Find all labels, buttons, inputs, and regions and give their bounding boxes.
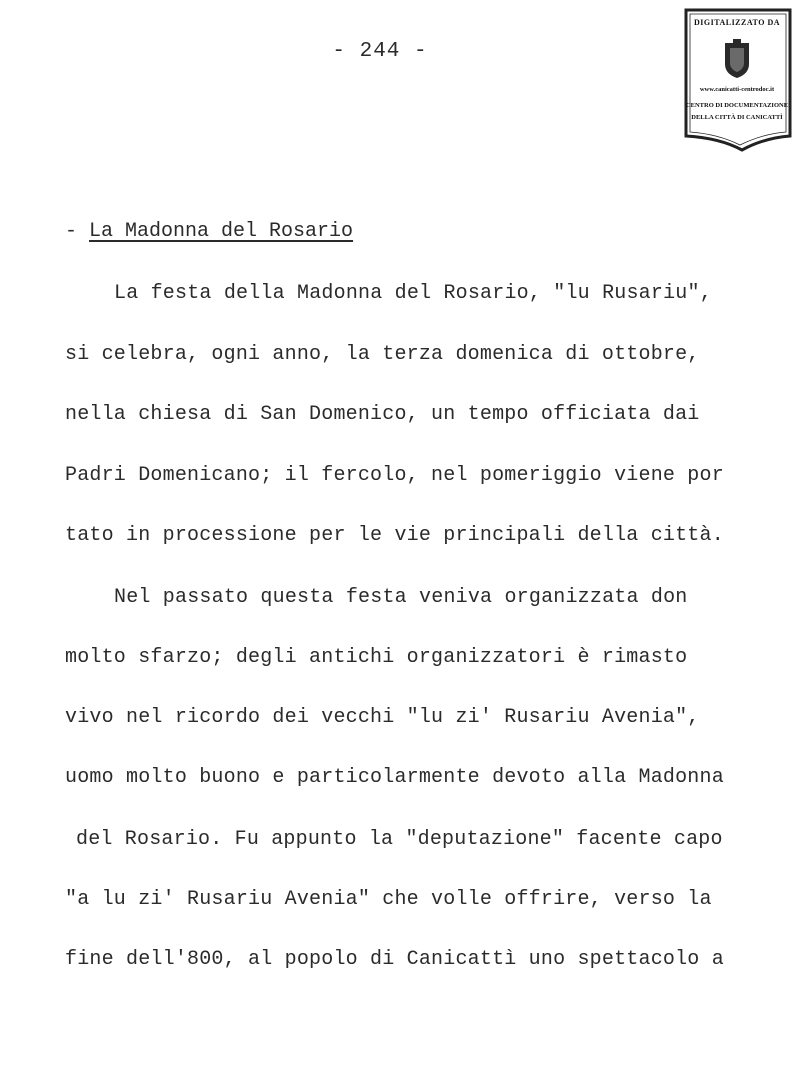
stamp-line-2: DELLA CITTÀ DI CANICATTÌ (691, 114, 783, 121)
text-line-4: Padri Domenicano; il fercolo, nel pomeriggio viene por (65, 464, 724, 487)
page-number: - 244 - (332, 40, 428, 63)
stamp-frame (680, 6, 794, 152)
heading-title: La Madonna del Rosario (89, 220, 354, 243)
section-heading (65, 220, 353, 243)
coat-of-arms-icon (725, 39, 749, 78)
text-line-6: Nel passato questa festa veniva organizzata don (114, 586, 688, 609)
text-line-1: La festa della Madonna del Rosario, "lu Rusariu", (114, 282, 712, 305)
stamp-title: DIGITALIZZATO DA (693, 18, 781, 27)
digitization-stamp (680, 6, 794, 138)
text-line-2: si celebra, ogni anno, la terza domenica di ottobre, (65, 343, 700, 366)
heading-dash: - (65, 220, 90, 243)
text-line-8: vivo nel ricordo dei vecchi "lu zi' Rusariu Avenia", (65, 706, 700, 729)
stamp-line-1: CENTRO DI DOCUMENTAZIONE (685, 102, 789, 109)
stamp-url: www.canicatti-centrodoc.it (699, 86, 775, 93)
text-line-9: uomo molto buono e particolarmente devoto alla Madonna (65, 766, 724, 789)
text-line-3: nella chiesa di San Domenico, un tempo officiata dai (65, 403, 700, 426)
text-line-12: fine dell'800, al popolo di Canicattì uno spettacolo a (65, 948, 724, 971)
text-line-7: molto sfarzo; degli antichi organizzatori è rimasto (65, 646, 688, 669)
text-line-5: tato in processione per le vie principali della città. (65, 524, 724, 547)
text-line-11: "a lu zi' Rusariu Avenia" che volle offrire, verso la (65, 888, 712, 911)
text-line-10: del Rosario. Fu appunto la "deputazione" facente capo (76, 828, 723, 851)
